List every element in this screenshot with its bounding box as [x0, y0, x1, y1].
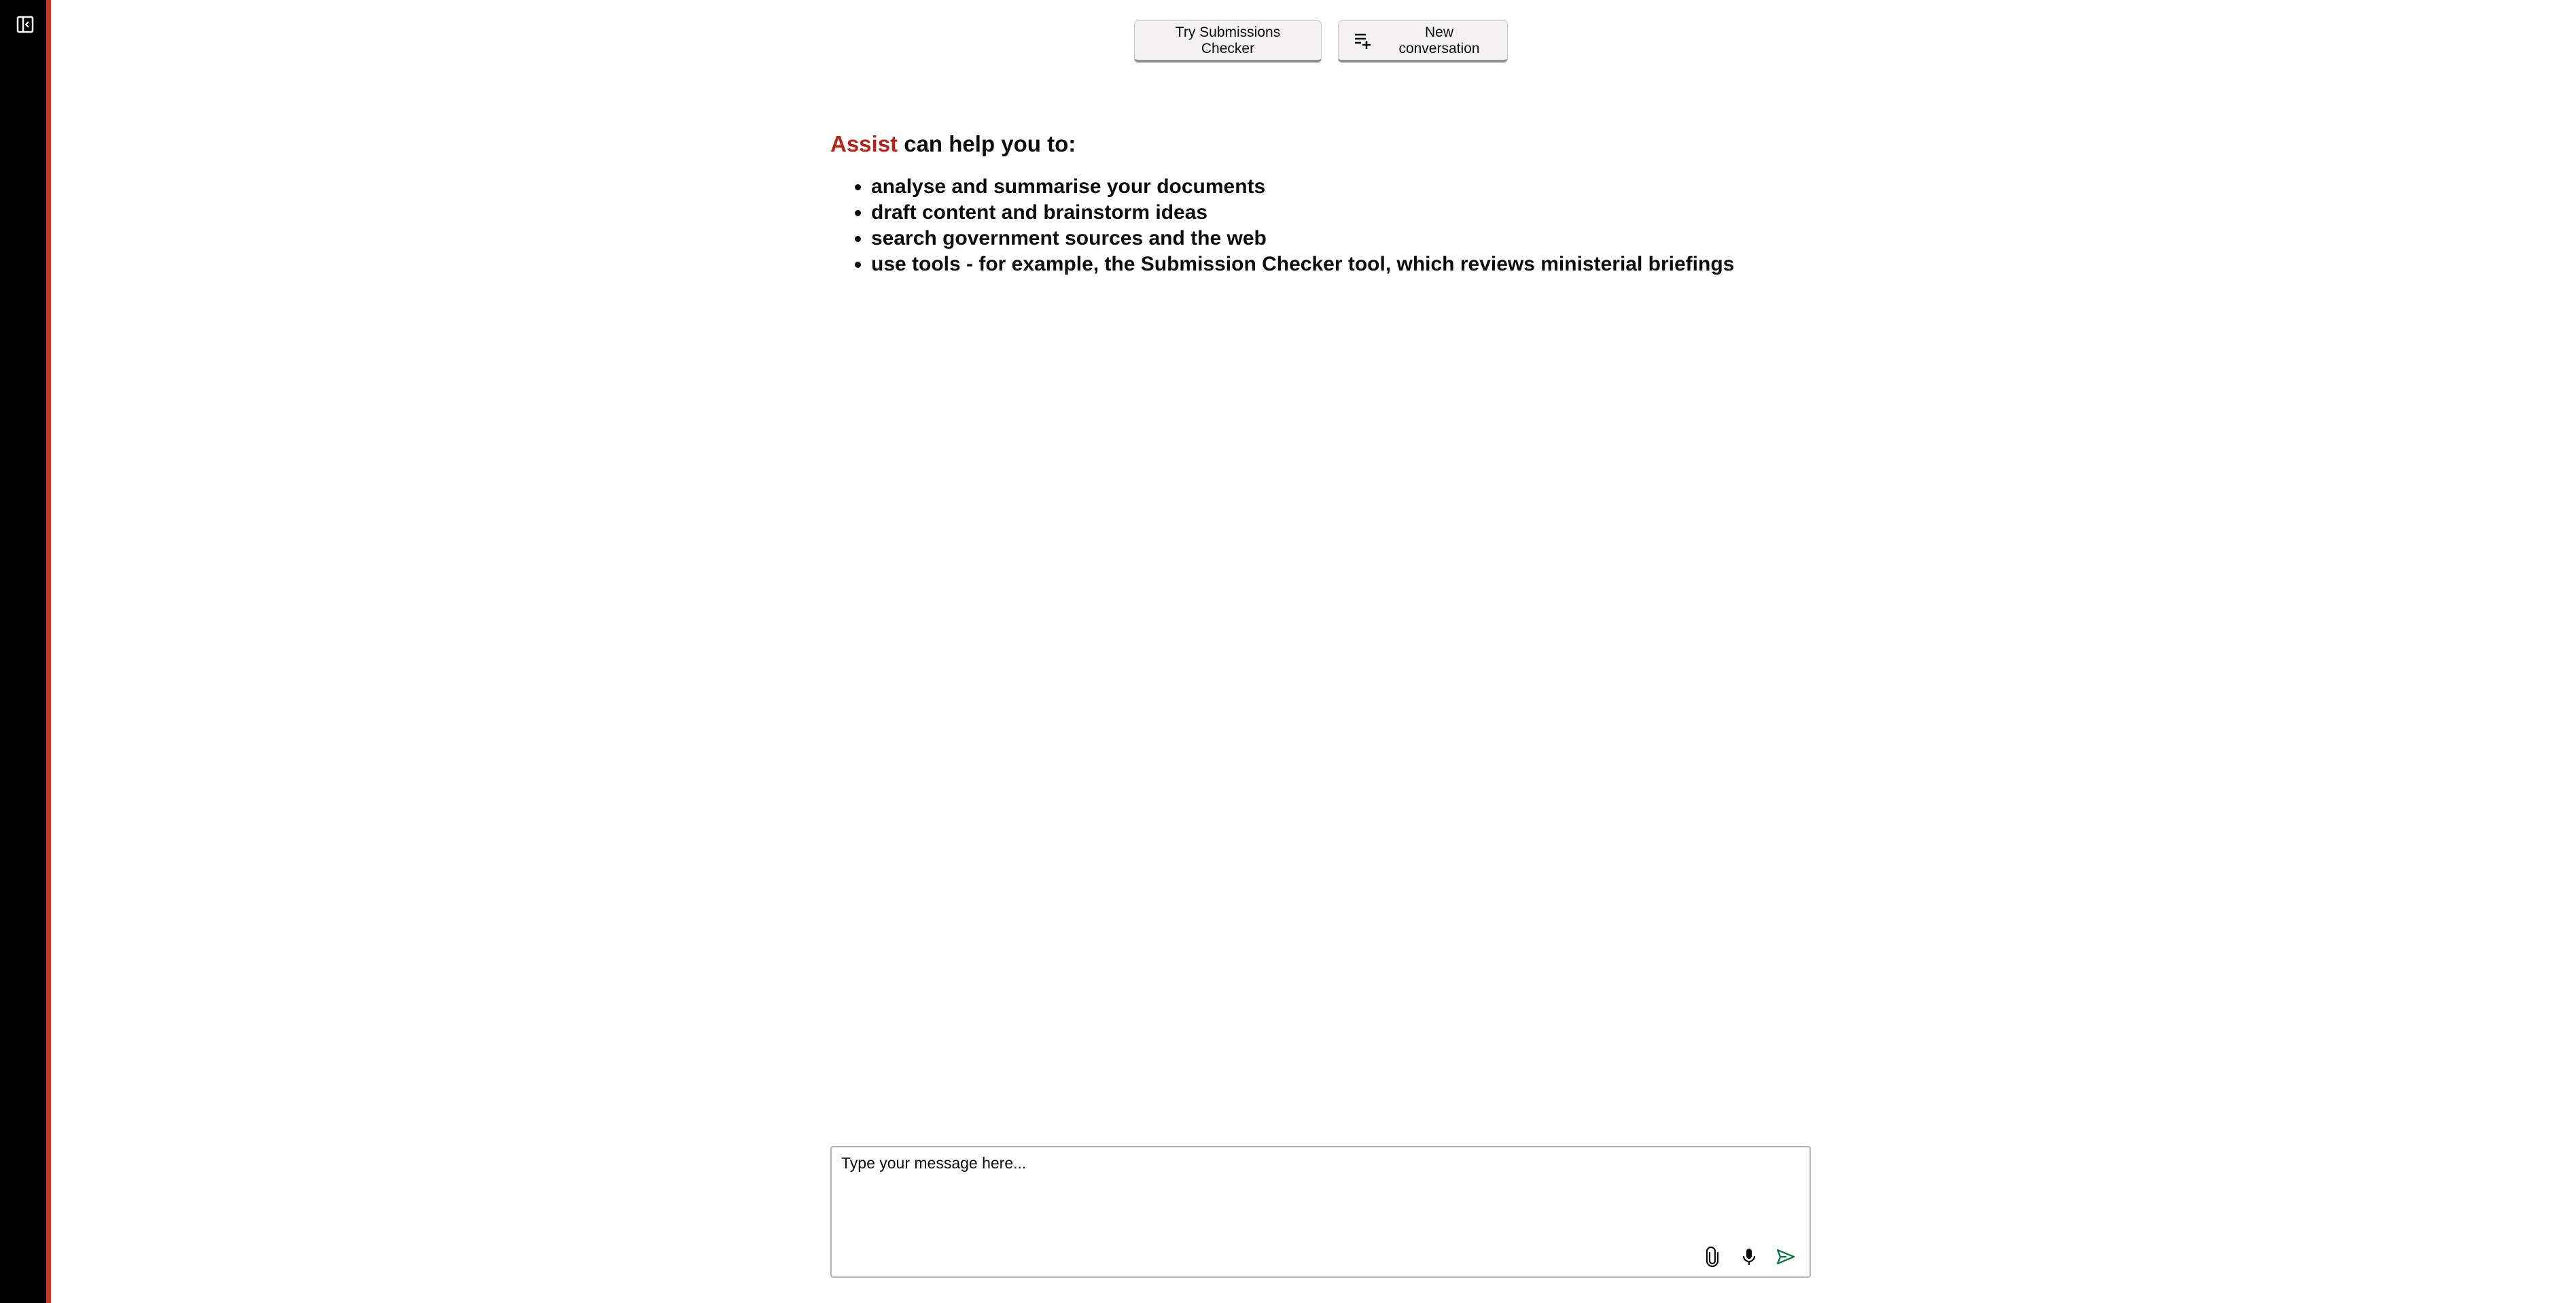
intro-heading-text: can help you to: — [898, 131, 1076, 156]
capabilities-list — [830, 174, 1816, 277]
microphone-icon — [1740, 1247, 1758, 1267]
sidebar — [0, 0, 51, 1303]
try-submissions-checker-label: Try Submissions Checker — [1175, 24, 1281, 56]
microphone-button[interactable] — [1737, 1245, 1761, 1268]
try-submissions-checker-button[interactable] — [1134, 20, 1322, 63]
sidebar-panel-icon — [16, 15, 35, 34]
send-icon — [1776, 1247, 1796, 1266]
sidebar-toggle-button[interactable] — [13, 12, 37, 37]
list-item: • draft content and brainstorm ideas — [871, 200, 1816, 226]
attach-button[interactable] — [1701, 1245, 1724, 1268]
list-item: • search government sources and the web — [871, 226, 1816, 251]
brand-name: Assist — [830, 131, 898, 156]
intro-panel — [830, 131, 1816, 277]
composer-tools — [1701, 1245, 1797, 1268]
new-conversation-button[interactable] — [1338, 20, 1508, 63]
paperclip-icon — [1704, 1247, 1721, 1267]
list-item: • use tools - for example, the Submission Checker tool, which reviews ministerial briefings — [871, 251, 1816, 277]
top-actions — [1134, 20, 1508, 63]
new-chat-icon — [1352, 31, 1373, 51]
send-button[interactable] — [1774, 1245, 1797, 1268]
new-conversation-label: New conversation — [1398, 24, 1480, 56]
intro-heading — [830, 131, 1816, 158]
message-composer — [830, 1146, 1811, 1278]
message-input[interactable] — [841, 1154, 1793, 1229]
list-item: • analyse and summarise your documents — [871, 174, 1816, 200]
